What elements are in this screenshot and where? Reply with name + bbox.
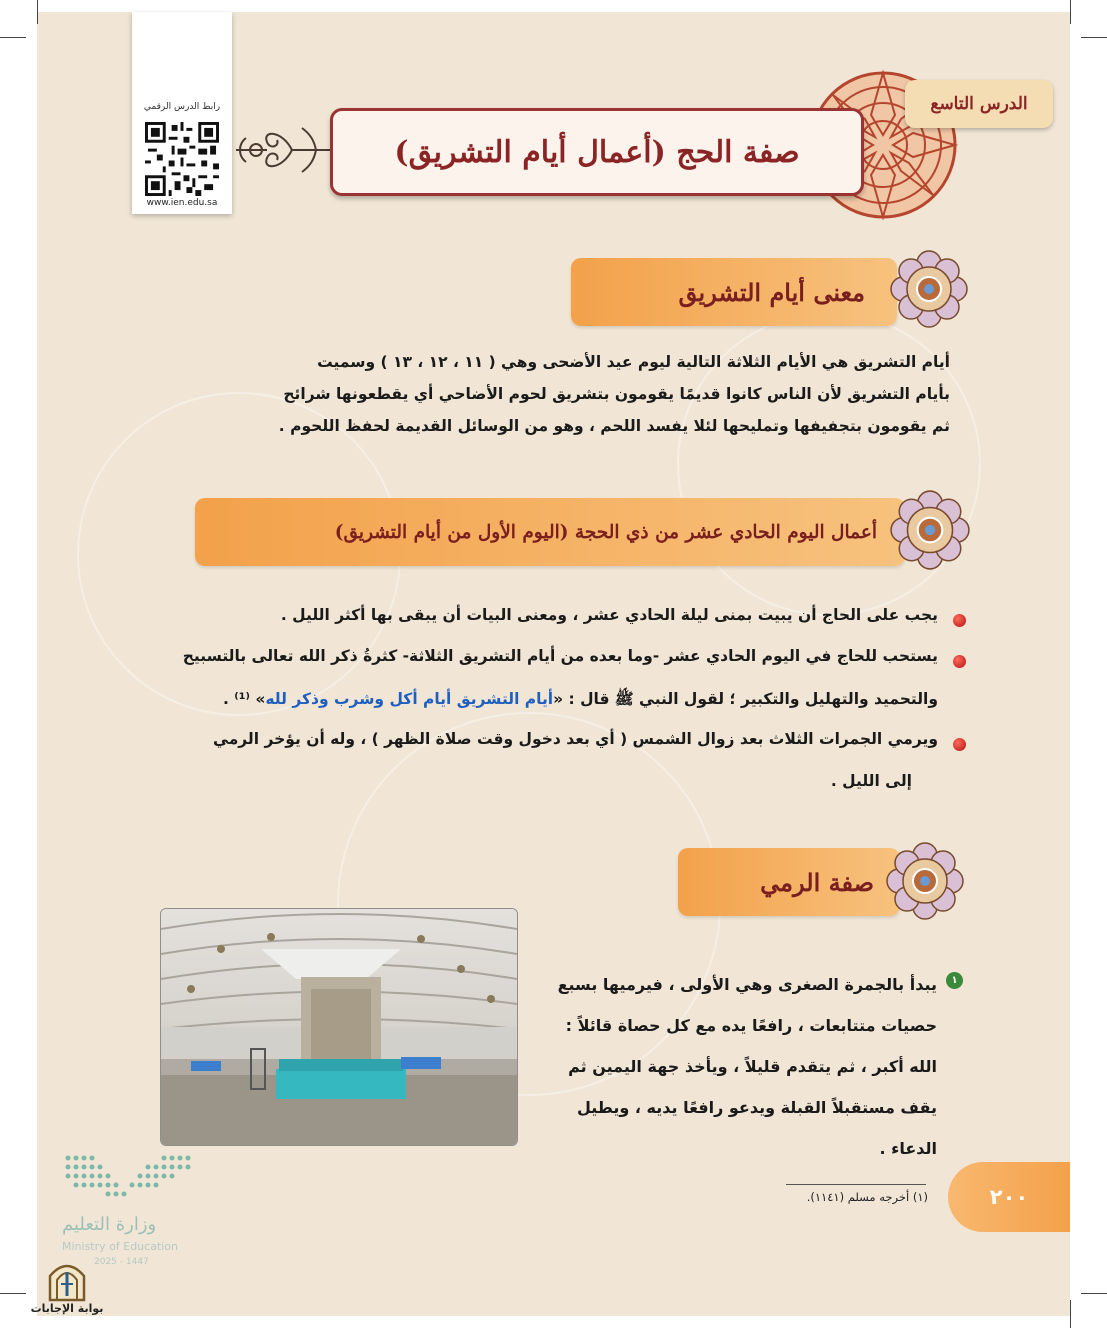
- paragraph-line: الدعاء .: [879, 1139, 937, 1158]
- page-number: ٢٠٠: [989, 1185, 1029, 1209]
- footnote: (١) أخرجه مسلم (١١٤١).: [806, 1190, 928, 1204]
- qr-label: رابط الدرس الرقمي: [143, 102, 221, 112]
- section-medallion-icon: [884, 840, 966, 922]
- step-number-badge: ١: [946, 972, 963, 989]
- crop-mark: [1070, 0, 1071, 24]
- section-medallion-icon: [888, 488, 972, 572]
- section-medallion-icon: [888, 248, 970, 330]
- bullet-text: » ⁽¹⁾ .: [222, 690, 266, 708]
- bullet-text: والتحميد والتهليل والتكبير ؛ لقول النبي ﷺ قال : «: [553, 690, 938, 708]
- throwing-paragraph: [537, 964, 937, 1169]
- hadith-quote: أيام التشريق أيام أكل وشرب وذكر لله: [265, 690, 554, 708]
- lesson-title-box: [330, 108, 864, 196]
- crop-mark: [1081, 1293, 1107, 1294]
- paragraph-line: الله أكبر ، ثم يتقدم قليلاً ، ويأخذ جهة اليمين ثم: [568, 1057, 937, 1076]
- bullet-item: يستحب للحاج في اليوم الحادي عشر -وما بعده من أيام التشريق الثلاثة- كثرةُ ذكر الله تعالى بالتسبيح: [182, 647, 938, 665]
- crop-mark: [0, 37, 26, 38]
- lesson-number-label: الدرس التاسع: [930, 94, 1028, 114]
- qr-card[interactable]: [132, 12, 232, 214]
- crop-mark: [1081, 37, 1107, 38]
- bullet-item-continuation: [150, 689, 938, 712]
- paragraph-line: أيام التشريق هي الأيام الثلاثة التالية ليوم عيد الأضحى وهي ( ١١ ، ١٢ ، ١٣ ) وسميت: [317, 353, 950, 371]
- section-title-day-eleven: أعمال اليوم الحادي عشر من ذي الحجة (اليوم الأول من أيام التشريق): [334, 521, 877, 543]
- scroll-ornament-icon: [232, 110, 332, 190]
- footnote-divider: [786, 1184, 926, 1185]
- bullet-icon: [953, 738, 966, 751]
- meaning-paragraph: [200, 346, 950, 442]
- section-header-day-eleven: [195, 498, 905, 566]
- ministry-name-arabic: وزارة التعليم: [62, 1214, 157, 1235]
- bawaba-label: بوابة الإجابات: [30, 1302, 104, 1315]
- lesson-number-tag: [905, 80, 1053, 128]
- crop-mark: [0, 1293, 26, 1294]
- section-title-throwing: صفة الرمي: [760, 867, 874, 897]
- paragraph-line: بأيام التشريق لأن الناس كانوا قديمًا يقومون بتشريق لحوم الأضاحي أي يقطعونها شرائح: [283, 385, 950, 403]
- bullet-icon: [953, 655, 966, 668]
- paragraph-line: يبدأ بالجمرة الصغرى وهي الأولى ، فيرميها بسبع: [557, 975, 937, 994]
- bawaba-watermark: [30, 1256, 104, 1322]
- qr-url[interactable]: www.ien.edu.sa: [146, 198, 218, 208]
- page-number-tab: [948, 1162, 1070, 1232]
- bullet-icon: [953, 614, 966, 627]
- ministry-year: 2025 - 1447: [94, 1257, 149, 1267]
- jamarat-photo: [160, 908, 518, 1146]
- qr-code-icon[interactable]: [145, 122, 219, 196]
- bullet-item: يجب على الحاج أن يبيت بمنى ليلة الحادي عشر ، ومعنى البيات أن يبقى بها أكثر الليل .: [280, 606, 938, 624]
- bullet-item-continuation: إلى الليل .: [830, 772, 912, 790]
- ministry-logo: [58, 1152, 208, 1272]
- ministry-dots-icon: [58, 1152, 198, 1208]
- paragraph-line: يقف مستقبلاً القبلة ويدعو رافعًا يديه ، ويطيل: [576, 1098, 937, 1117]
- bullet-item: ويرمي الجمرات الثلاث بعد زوال الشمس ( أي بعد دخول وقت صلاة الظهر ) ، وله أن يؤخر الرمي: [213, 730, 938, 748]
- paragraph-line: حصيات متتابعات ، رافعًا يده مع كل حصاة قائلاً :: [565, 1016, 937, 1035]
- crop-mark: [1070, 1300, 1071, 1328]
- lesson-title: صفة الحج (أعمال أيام التشريق): [394, 134, 800, 170]
- crop-mark: [37, 0, 38, 24]
- section-header-throwing: [678, 848, 900, 916]
- section-title-meaning: معنى أيام التشريق: [678, 277, 865, 307]
- paragraph-line: ثم يقومون بتجفيفها وتمليحها لئلا يفسد اللحم ، وهو من الوسائل القديمة لحفظ اللحوم .: [278, 417, 950, 435]
- ministry-name-english: Ministry of Education: [62, 1240, 179, 1253]
- gate-logo-icon: [44, 1256, 90, 1302]
- section-header-meaning: [571, 258, 897, 326]
